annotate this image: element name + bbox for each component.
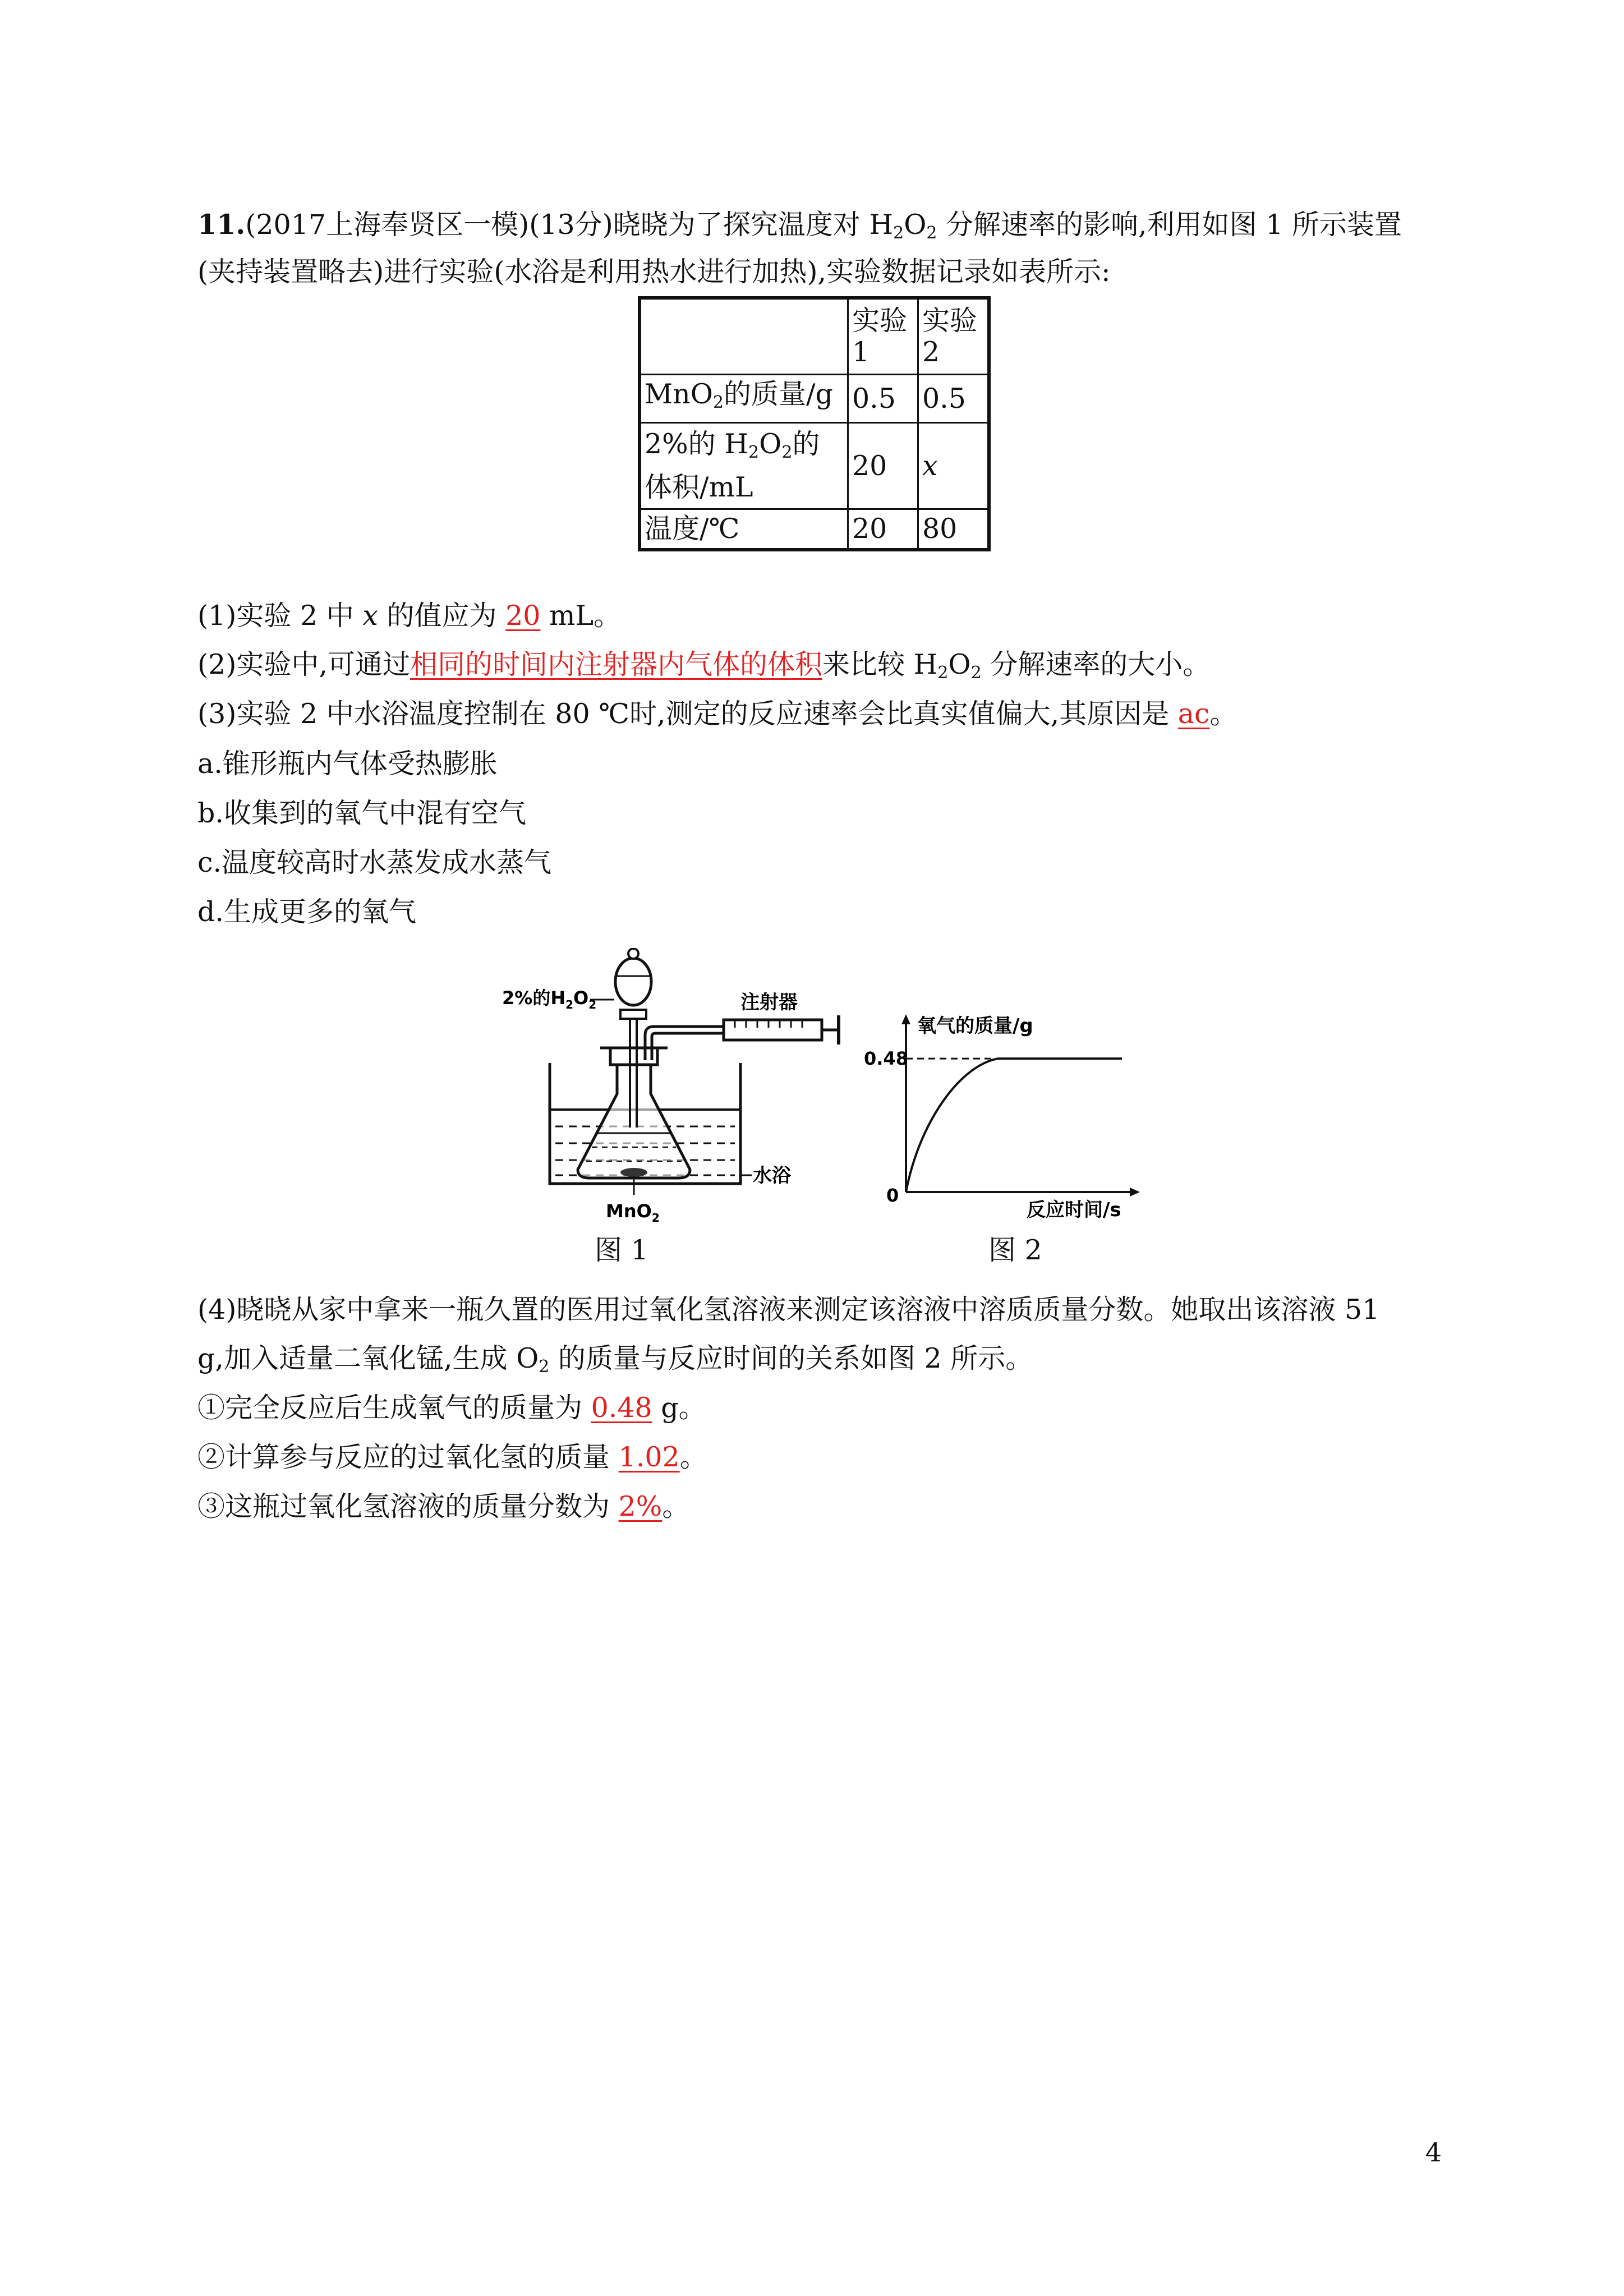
subquestion-2: (2)实验中,可通过相同的时间内注射器内气体的体积来比较 $H_2O_2$ 分解速率的大小。 [197, 648, 1211, 683]
subquestion-3 [197, 697, 1237, 731]
table-cell: 实验2 [918, 298, 990, 375]
table-cell: 20 [848, 423, 918, 509]
table-cell: 0.5 [918, 375, 990, 423]
cell-text: 2%的 H [645, 428, 749, 460]
label-h2o2: 2%的$H_2O_2$ [502, 987, 597, 1011]
text: (1)实验 2 中 [197, 600, 363, 632]
text: 。 [662, 1490, 690, 1522]
table-cell: 20 [848, 509, 918, 550]
text: ③这瓶过氧化氢溶液的质量分数为 [197, 1490, 619, 1522]
table-cell: x [918, 423, 990, 509]
x-axis-arrow [1130, 1188, 1140, 1197]
answer-4-2: 1.02 [618, 1441, 680, 1473]
text: mL。 [540, 600, 622, 632]
text: g,加入适量二氧化锰,生成 O [197, 1342, 539, 1374]
label-mno2: MnO$_2$ [606, 1200, 660, 1225]
text: 的质量与反应时间的关系如图 2 所示。 [549, 1342, 1033, 1374]
answer-4-3: 2% [618, 1490, 663, 1522]
experiment-table [638, 296, 991, 551]
table-row [640, 509, 989, 550]
text: ①完全反应后生成氧气的质量为 [197, 1392, 591, 1424]
table-cell [640, 298, 848, 375]
table-cell: 80 [918, 509, 990, 550]
table-row [640, 423, 989, 509]
question-number: 11. [197, 208, 246, 241]
q4-step2 [197, 1441, 707, 1474]
answer-1: 20 [505, 600, 541, 632]
table-header-row [640, 298, 989, 375]
intro-text: 晓晓为了探究温度对 H [613, 209, 894, 241]
origin-label: 0 [886, 1185, 899, 1206]
label-water-bath: 水浴 [753, 1165, 791, 1187]
text: 分解速率的大小。 [981, 648, 1211, 680]
option-d: d.生成更多的氧气 [197, 896, 416, 928]
text: 的值应为 [378, 600, 506, 632]
text: O [948, 648, 971, 680]
table-row-label: 温度/℃ [640, 509, 848, 550]
subquestion-1 [197, 599, 621, 633]
text: 。 [1209, 698, 1237, 730]
cell-text: O [759, 428, 782, 460]
option-b: b.收集到的氧气中混有空气 [197, 797, 526, 829]
figure-2-chart [858, 999, 1172, 1228]
text: 来比较 H [822, 648, 938, 680]
cell-text: 的体积/mL [645, 428, 820, 503]
page-number: 4 [1425, 2137, 1442, 2168]
cell-text: MnO [645, 378, 713, 410]
y-axis-label: 氧气的质量/g [917, 1015, 1033, 1037]
answer-2: 相同的时间内注射器内气体的体积 [410, 648, 823, 680]
option-a: a.锥形瓶内气体受热膨胀 [197, 748, 498, 780]
question-intro-line2: (夹持装置略去)进行实验(水浴是利用热水进行加热),实验数据记录如表所示: [197, 256, 1111, 288]
intro-text: O [904, 209, 927, 241]
cell-text: 的质量/g [724, 378, 833, 410]
table-row-label: 2%的 $H_2O_2$的体积/mL [640, 423, 848, 509]
q4-step3 [197, 1490, 689, 1524]
table-row [640, 375, 989, 423]
q4-step1 [197, 1391, 706, 1425]
intro-text: 分解速率的影响,利用如图 1 所示装置 [937, 209, 1402, 241]
question-source: (2017上海奉贤区一模) [245, 209, 530, 241]
text: (2)实验中,可通过 [197, 648, 410, 680]
y-axis-arrow [901, 1014, 910, 1024]
table-row-label: MnO$_2$的质量/g [640, 375, 848, 423]
variable-x: x [362, 600, 378, 632]
question-points: (13分) [529, 209, 613, 241]
figure-1-apparatus [494, 948, 853, 1240]
x-axis-label: 反应时间/s [1027, 1199, 1121, 1221]
figure-2-caption: 图 2 [988, 1234, 1042, 1266]
table-cell: 0.5 [848, 375, 918, 423]
oxygen-mass-curve [906, 1059, 1122, 1192]
text: (3)实验 2 中水浴温度控制在 80 ℃时,测定的反应速率会比真实值偏大,其原因是 [197, 698, 1178, 730]
option-c: c.温度较高时水蒸发成水蒸气 [197, 846, 552, 878]
text: ②计算参与反应的过氧化氢的质量 [197, 1441, 619, 1473]
question-intro-line1: 11.(2017上海奉贤区一模)(13分)晓晓为了探究温度对 $H_2O_2$ 分解速率的影响,利用如图 1 所示装置 [197, 208, 1402, 243]
q4-line2: g,加入适量二氧化锰,生成 $O_2$ 的质量与反应时间的关系如图 2 所示。 [197, 1342, 1033, 1377]
label-syringe: 注射器 [740, 991, 798, 1014]
figure-1-caption: 图 1 [595, 1234, 648, 1266]
text: 。 [679, 1441, 707, 1473]
answer-3: ac [1177, 698, 1210, 730]
q4-line1: (4)晓晓从家中拿来一瓶久置的医用过氧化氢溶液来测定该溶液中溶质质量分数。她取出该溶液 51 [197, 1294, 1380, 1326]
answer-4-1: 0.48 [591, 1392, 652, 1424]
y-tick-label: 0.48 [864, 1048, 908, 1070]
text: g。 [652, 1392, 706, 1424]
table-cell: 实验1 [848, 298, 918, 375]
